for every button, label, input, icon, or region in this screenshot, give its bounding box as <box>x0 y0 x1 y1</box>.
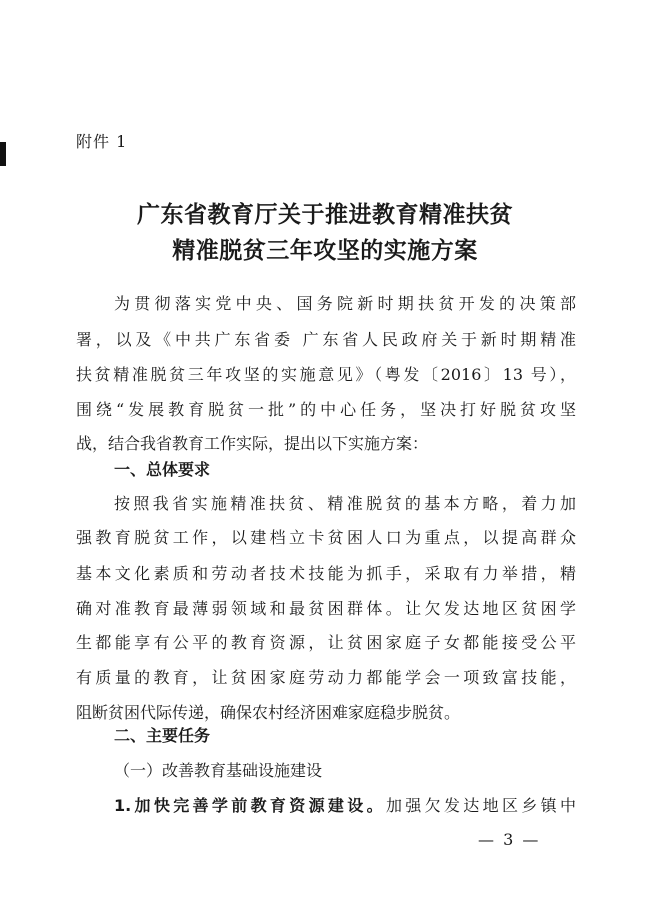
intro-line-3: 扶贫精准脱贫三年攻坚的实施意见》（粤发〔2016〕13 号）， <box>76 365 576 384</box>
item-1-title: 1.加快完善学前教育资源建设。 <box>114 796 386 815</box>
item-1-text: 加强欠发达地区乡镇中 <box>385 796 576 815</box>
section-1-line-1: 按照我省实施精准扶贫、精准脱贫的基本方略，着力加 <box>114 494 576 513</box>
item-1-line <box>114 793 576 819</box>
section-2-heading: 二、主要任务 <box>114 726 211 745</box>
section-1-line-4: 确对准教育最薄弱领域和最贫困群体。让欠发达地区贫困学 <box>76 599 576 618</box>
document-title-line-1: 广东省教育厅关于推进教育精准扶贫 <box>137 201 513 228</box>
intro-line-4: 围绕“发展教育脱贫一批”的中心任务，坚决打好脱贫攻坚 <box>76 400 576 419</box>
intro-line-1: 为贯彻落实党中央、国务院新时期扶贫开发的决策部 <box>114 294 576 313</box>
binding-mark <box>0 142 6 166</box>
intro-line-5: 战，结合我省教育工作实际，提出以下实施方案： <box>76 434 429 453</box>
section-2-subheading: （一）改善教育基础设施建设 <box>114 761 323 780</box>
section-1-line-6: 有质量的教育，让贫困家庭劳动力都能学会一项致富技能， <box>76 668 576 687</box>
section-1-line-2: 强教育脱贫工作，以建档立卡贫困人口为重点，以提高群众 <box>76 528 576 547</box>
attachment-label: 附件 1 <box>76 132 128 151</box>
page-number: — 3 — <box>478 830 541 849</box>
intro-line-2: 署，以及《中共广东省委 广东省人民政府关于新时期精准 <box>76 330 576 349</box>
section-1-heading: 一、总体要求 <box>114 460 211 479</box>
section-1-line-7: 阻断贫困代际传递，确保农村经济困难家庭稳步脱贫。 <box>76 703 461 722</box>
section-1-line-5: 生都能享有公平的教育资源，让贫困家庭子女都能接受公平 <box>76 633 576 652</box>
document-title-line-2: 精准脱贫三年攻坚的实施方案 <box>172 237 478 264</box>
section-1-line-3: 基本文化素质和劳动者技术技能为抓手，采取有力举措，精 <box>76 564 576 583</box>
